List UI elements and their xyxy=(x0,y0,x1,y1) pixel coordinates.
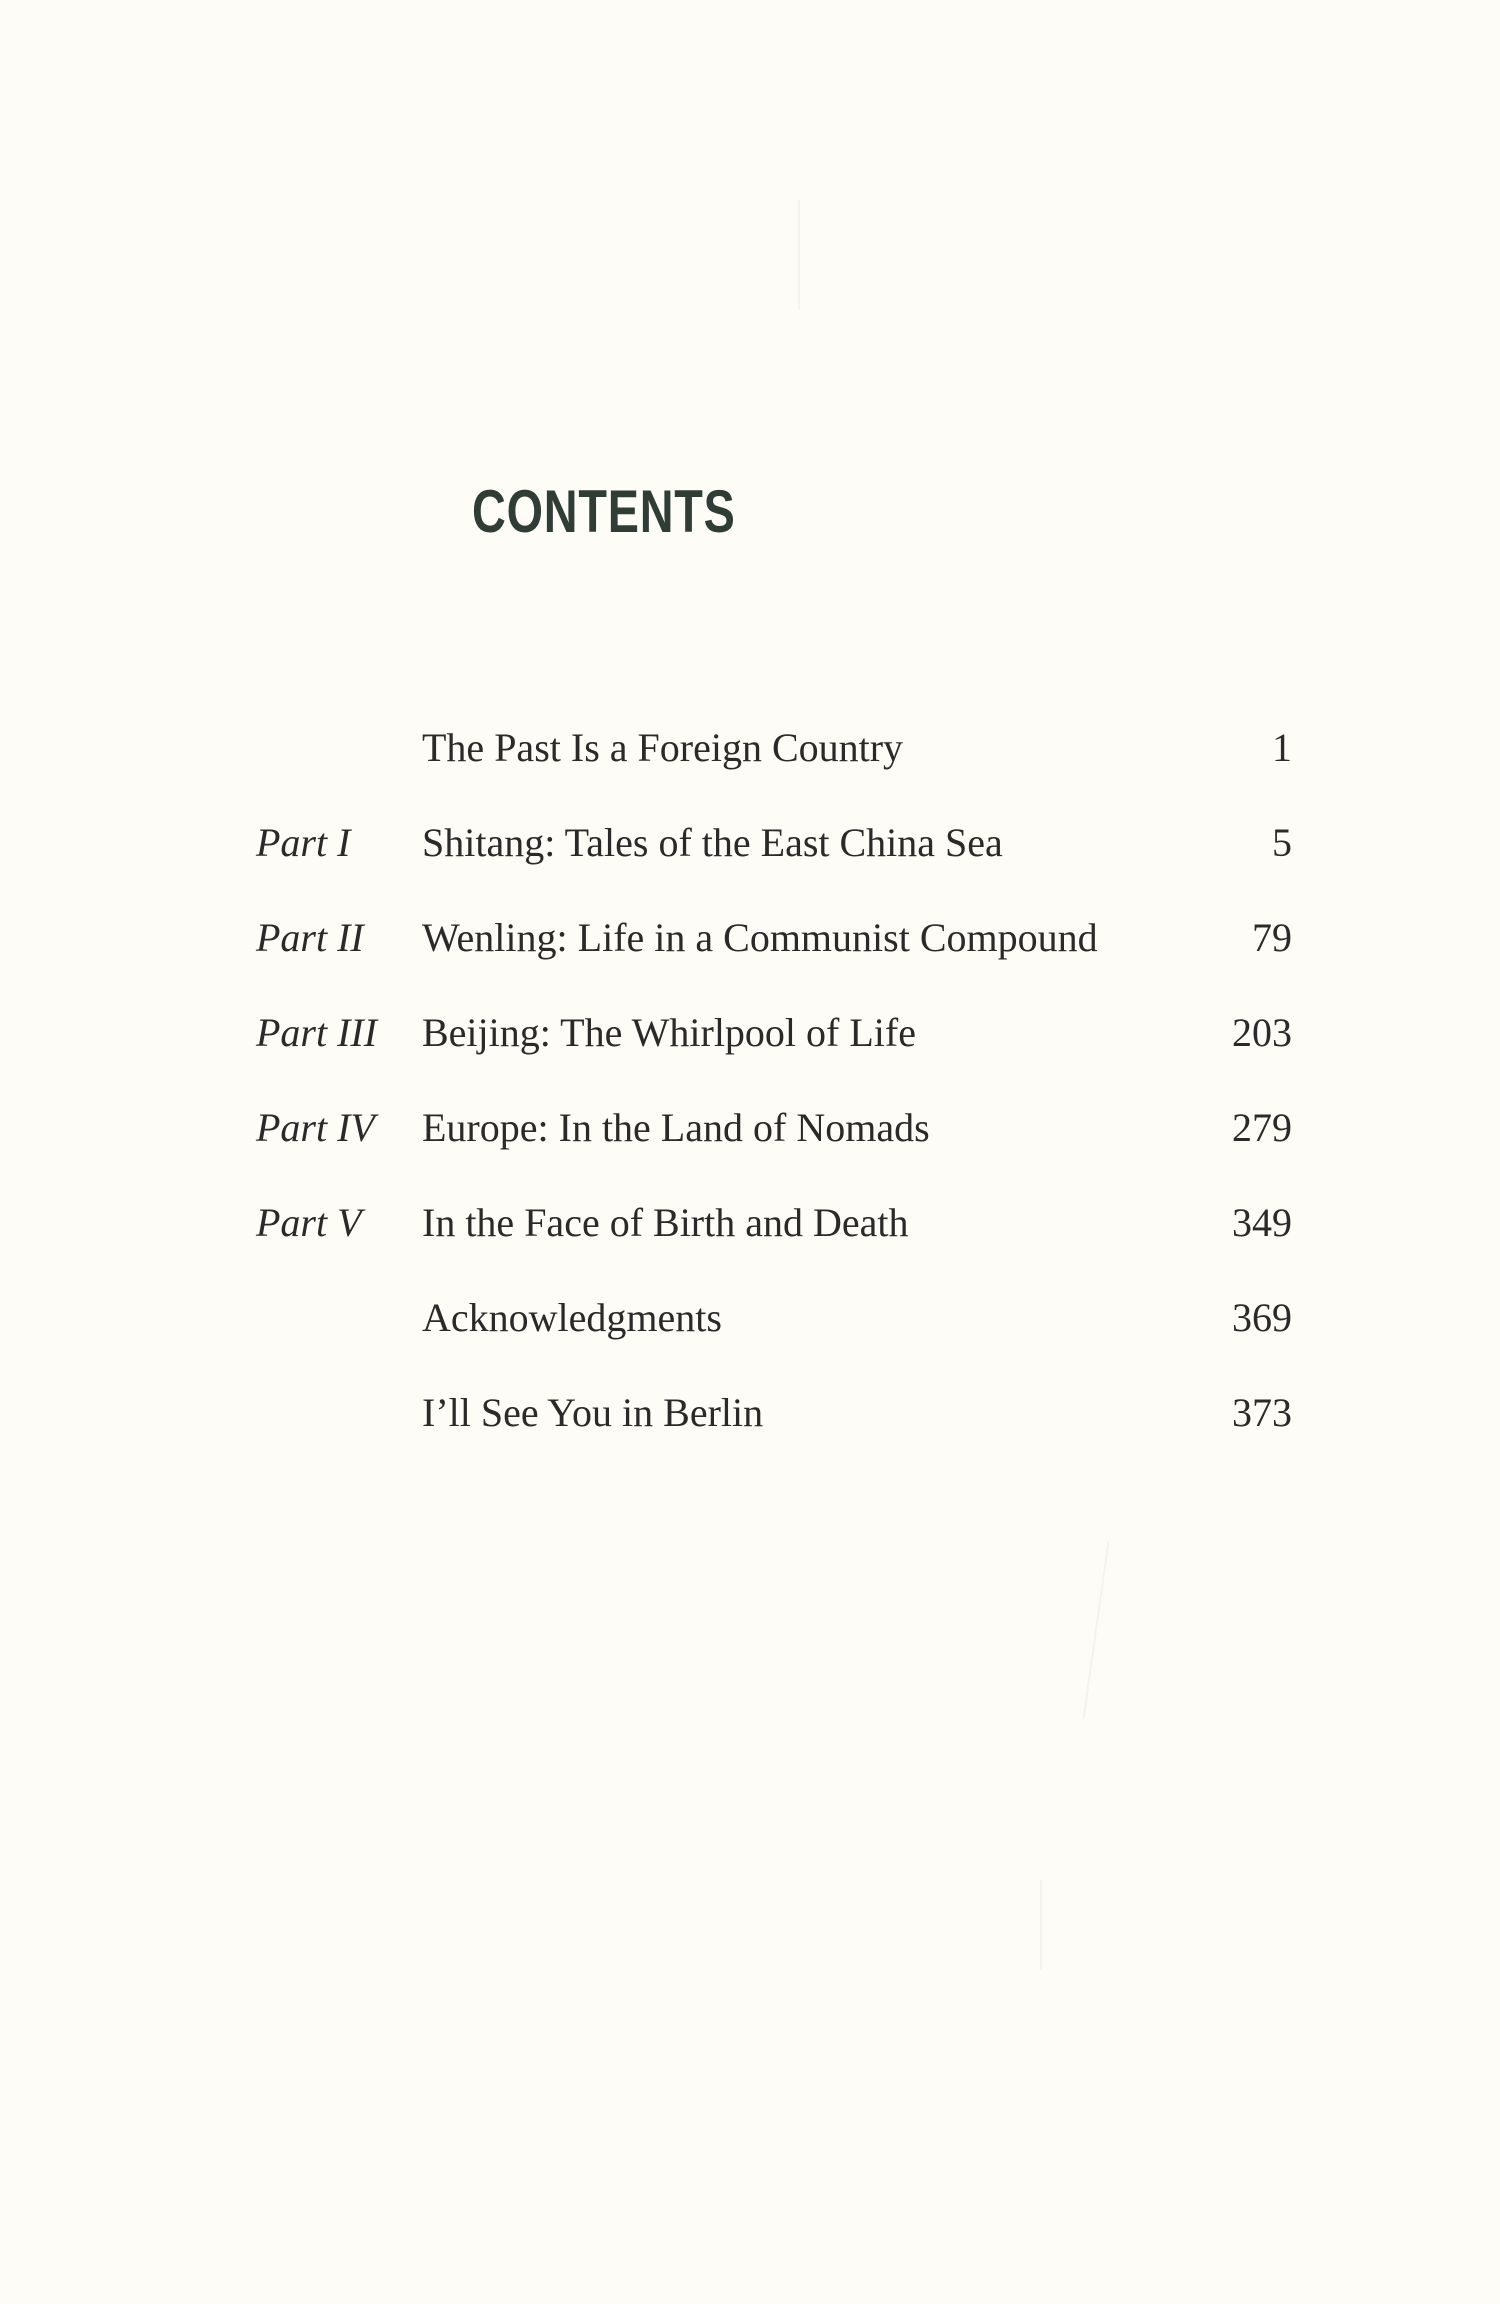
toc-page-number: 79 xyxy=(1252,915,1292,960)
toc-entry xyxy=(0,1098,1500,1158)
toc-entry xyxy=(0,1383,1500,1443)
toc-entry-title: Beijing: The Whirlpool of Life xyxy=(422,1010,916,1055)
toc-page-number: 369 xyxy=(1232,1295,1292,1340)
toc-page-number: 5 xyxy=(1272,820,1292,865)
toc-page-number: 1 xyxy=(1272,725,1292,770)
toc-page-number: 203 xyxy=(1232,1010,1292,1055)
scan-streak xyxy=(798,200,800,310)
toc-entry xyxy=(0,1288,1500,1348)
toc-entry-title: In the Face of Birth and Death xyxy=(422,1200,909,1245)
toc-page-number: 349 xyxy=(1232,1200,1292,1245)
toc-entry-title: Shitang: Tales of the East China Sea xyxy=(422,820,1003,865)
toc-page-number: 279 xyxy=(1232,1105,1292,1150)
toc-page-number: 373 xyxy=(1232,1390,1292,1435)
scan-streak xyxy=(1040,1880,1042,1970)
contents-heading: CONTENTS xyxy=(472,478,736,545)
scan-streak xyxy=(1082,1541,1109,1720)
toc-entry xyxy=(0,908,1500,968)
toc-part-label: Part I xyxy=(256,820,351,865)
toc-entry xyxy=(0,718,1500,778)
toc-entry-title: Wenling: Life in a Communist Compound xyxy=(422,915,1098,960)
toc-entry-title: I’ll See You in Berlin xyxy=(422,1390,764,1435)
toc-entry xyxy=(0,1193,1500,1253)
toc-part-label: Part IV xyxy=(256,1105,375,1150)
toc-part-label: Part II xyxy=(256,915,364,960)
toc-part-label: Part III xyxy=(256,1010,378,1055)
toc-entry xyxy=(0,1003,1500,1063)
toc-entry-title: Acknowledgments xyxy=(422,1295,722,1340)
toc-entry-title: The Past Is a Foreign Country xyxy=(422,725,904,770)
toc-entry xyxy=(0,813,1500,873)
toc-entry-title: Europe: In the Land of Nomads xyxy=(422,1105,930,1150)
toc-part-label: Part V xyxy=(256,1200,362,1245)
